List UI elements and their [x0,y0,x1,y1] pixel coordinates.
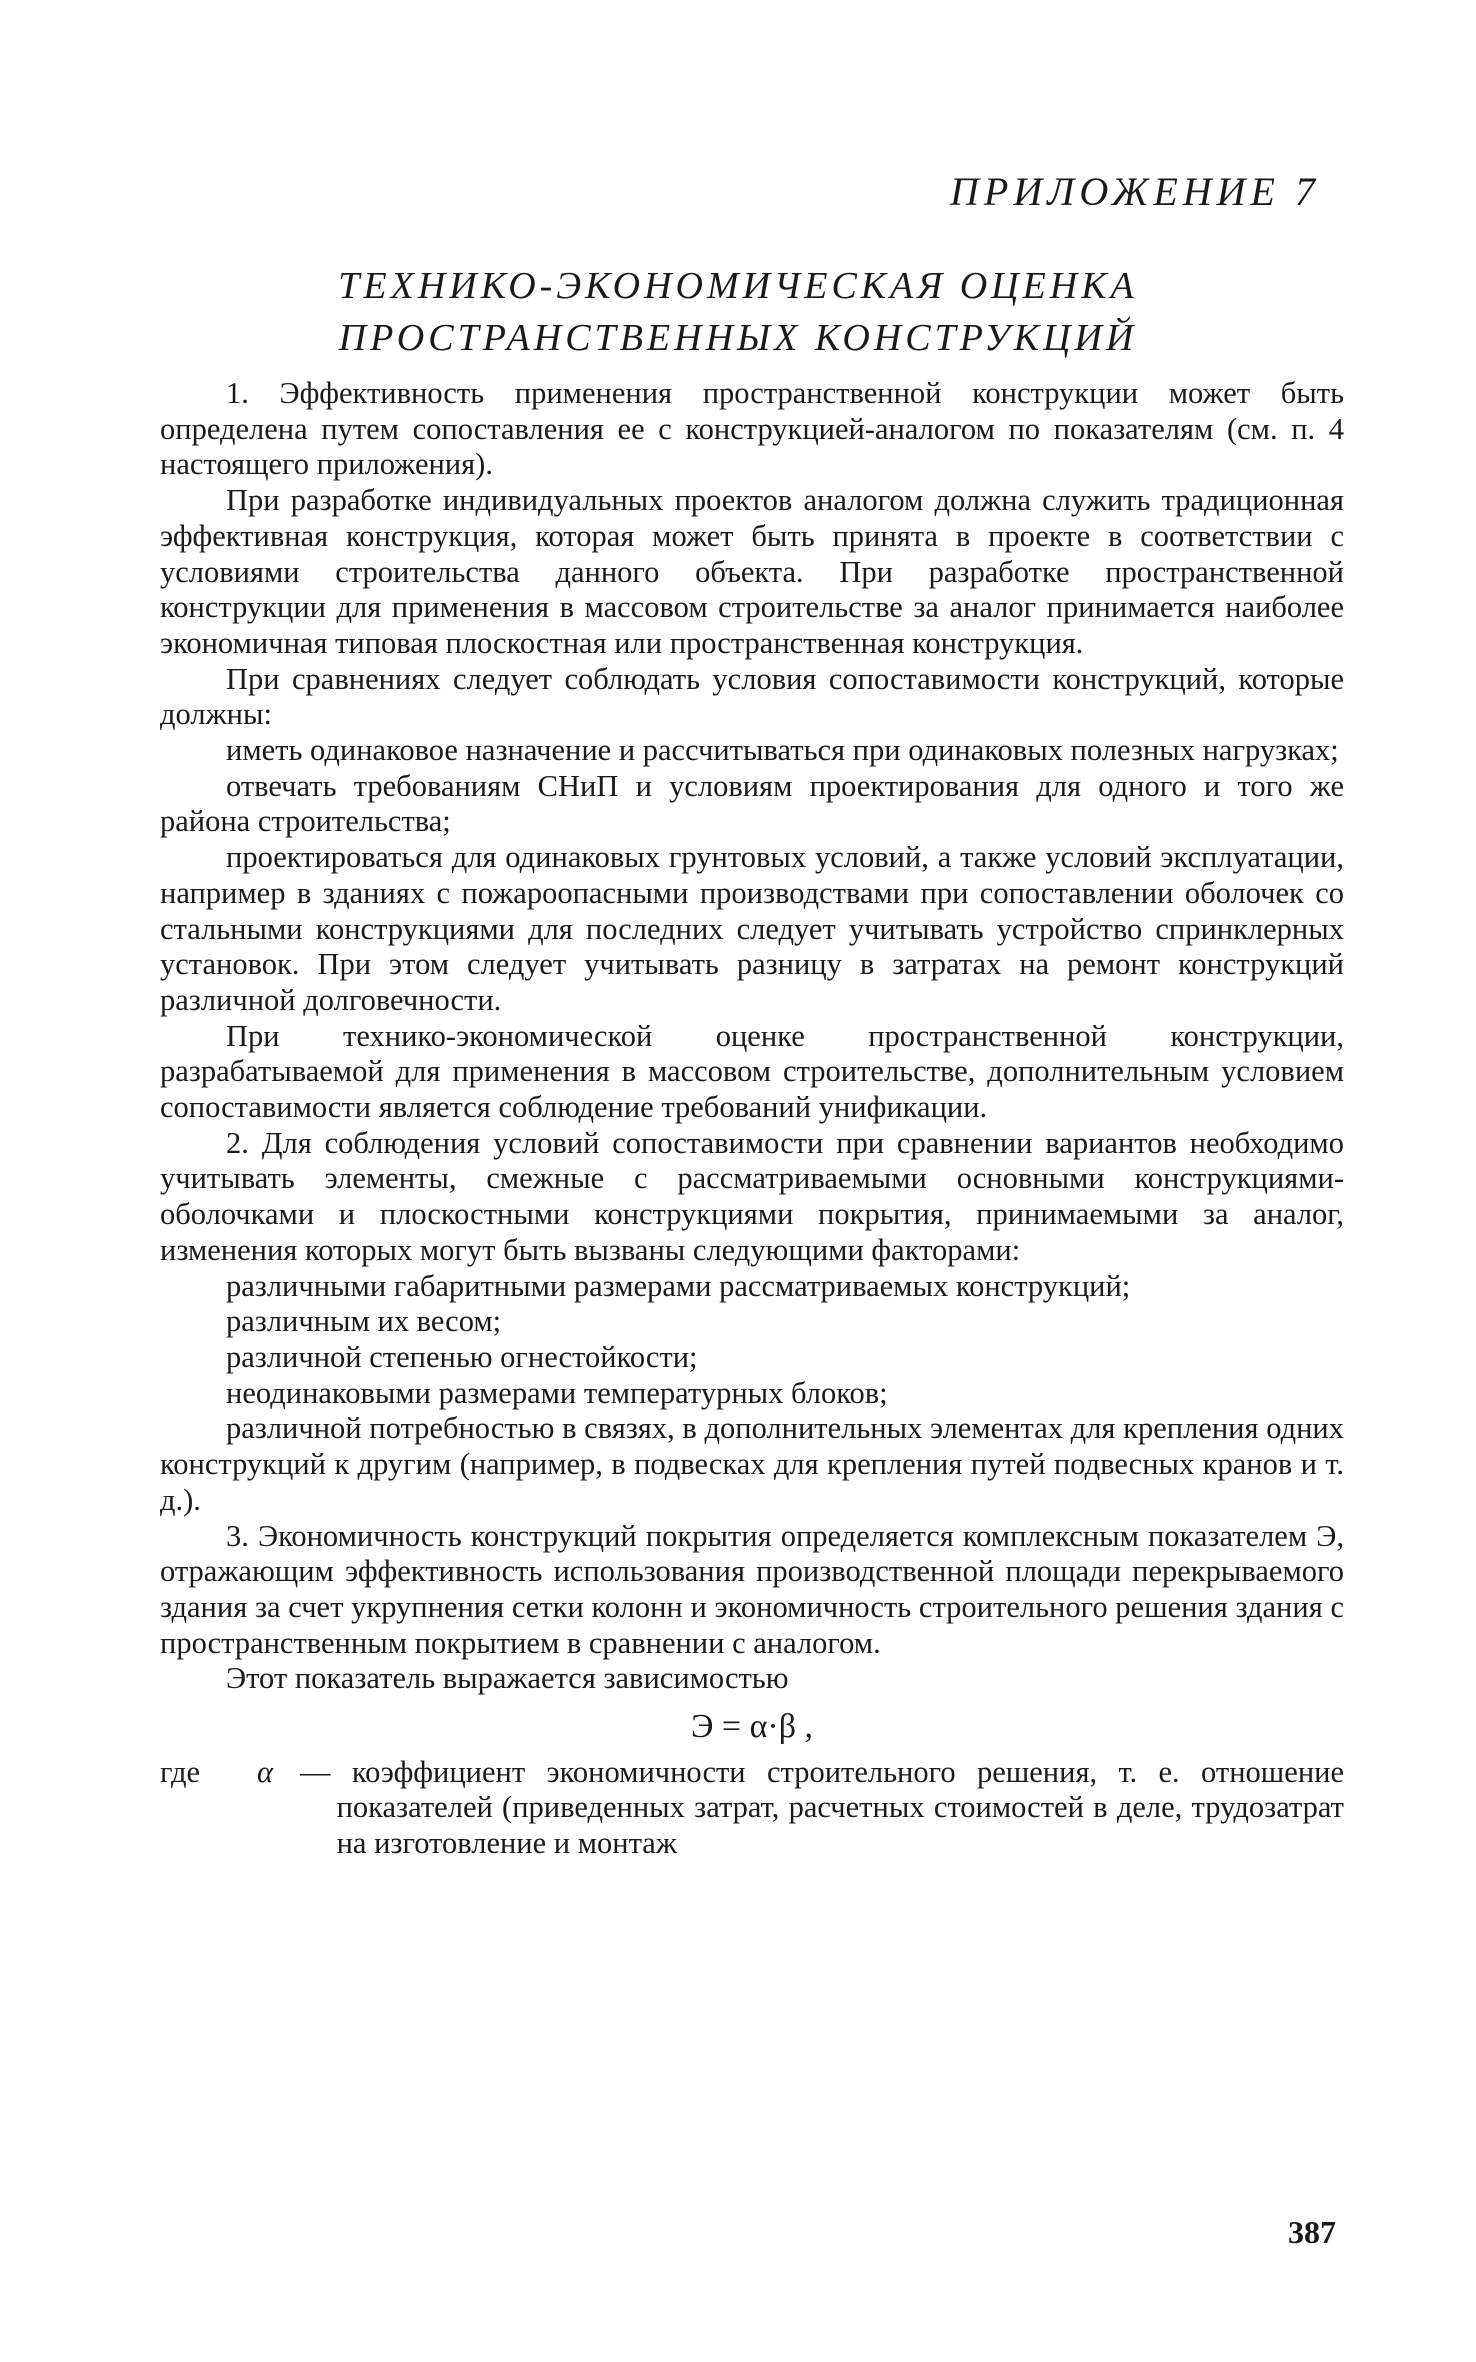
list-item: неодинаковыми размерами температурных блоков; [226,1375,888,1410]
paragraph: При сравнениях следует соблюдать условия сопоставимости конструкций, которые должны: [160,661,1344,732]
list-item: различной потребностью в связях, в дополнительных элементах для крепления одних конструкций к другим (например, в подвесках для крепления путей подвесных кранов и т. д.). [160,1411,1344,1517]
where-symbol: α [256,1754,273,1789]
page-number: 387 [1288,2214,1336,2250]
where-label: где [160,1754,201,1789]
paragraph: При разработке индивидуальных проектов аналогом должна служить традиционная эффективная конструкция, которая может быть принята в проекте в соответствии с условиями строительства данного объекта. При разработке пространственной конструкции для применения в массовом строительстве за аналог принимается наиболее экономичная типовая плоскостная или пространственная конструкция. [160,483,1344,660]
list-item: различным их весом; [226,1304,502,1339]
title-line-2: ПРОСТРАНСТВЕННЫХ КОНСТРУКЦИЙ [338,317,1138,359]
where-clause [160,1755,1344,1862]
appendix-label: ПРИЛОЖЕНИЕ 7 [950,169,1320,214]
list-item: различной степенью огнестойкости; [226,1339,698,1374]
paragraph: 2. Для соблюдения условий сопоставимости при сравнении вариантов необходимо учитывать элементы, смежные с рассматриваемыми основными конструкциями-оболочками и плоскостными конструкциями покрытия, принимаемыми за аналог, изменения которых могут быть вызваны следующими факторами: [160,1125,1344,1267]
list-item: проектироваться для одинаковых грунтовых условий, а также условий эксплуатации, например в зданиях с пожароопасными производствами при сопоставлении оболочек со стальными конструкциями для последних следует учитывать устройство спринклерных установок. При этом следует учитывать разницу в затратах на ремонт конструкций различной долговечности. [160,840,1344,1017]
list-item: различными габаритными размерами рассматриваемых конструкций; [226,1268,1131,1303]
page-title [150,260,1326,364]
body-text [160,376,1344,1862]
list-item: отвечать требованиям СНиП и условиям проектирования для одного и того же района строительства; [160,768,1344,839]
formula: Э = α·β , [690,1708,814,1746]
paragraph: 3. Экономичность конструкций покрытия определяется комплексным показателем Э, отражающим эффективность использования производственной площади перекрываемого здания за счет укрупнения сетки колонн и экономичность строительного решения здания с пространственным покрытием в сравнении с аналогом. [160,1518,1344,1660]
title-line-1: ТЕХНИКО-ЭКОНОМИЧЕСКАЯ ОЦЕНКА [338,265,1138,307]
paragraph: Этот показатель выражается зависимостью [226,1661,789,1696]
paragraph: 1. Эффективность применения пространственной конструкции может быть определена путем сопоставления ее с конструкцией-аналогом по показателям (см. п. 4 настоящего приложения). [160,376,1344,482]
list-item: иметь одинаковое назначение и рассчитываться при одинаковых полезных нагрузках; [226,733,1339,768]
where-definition: — коэффициент экономичности строительного решения, т. е. отношение показателей (приведенных затрат, расчетных стоимостей в деле, трудозатрат на изготовление и монтаж [300,1754,1344,1861]
paragraph: При технико-экономической оценке пространственной конструкции, разрабатываемой для применения в массовом строительстве, дополнительным условием сопоставимости является соблюдение требований унификации. [160,1018,1344,1125]
